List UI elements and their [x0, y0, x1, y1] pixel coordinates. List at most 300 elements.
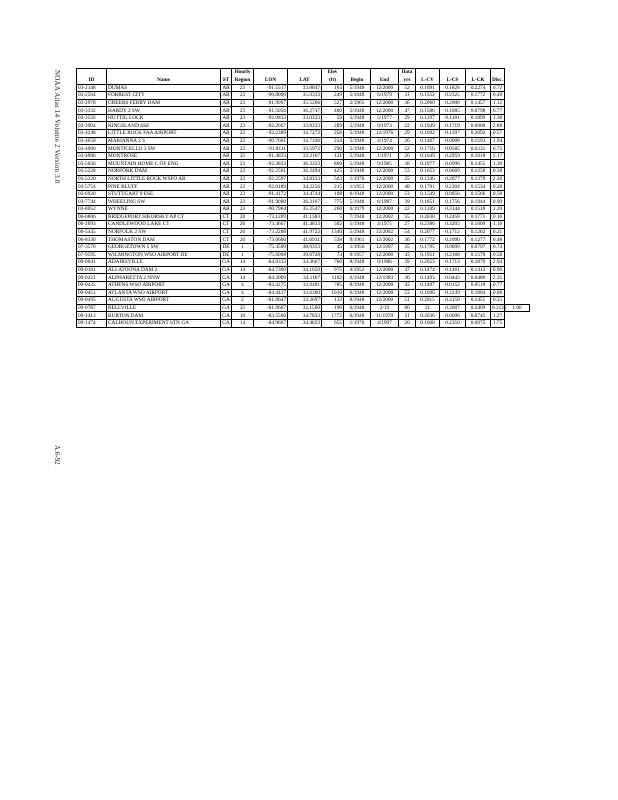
table-cell: 0.1696 [416, 289, 440, 297]
table-cell: 0.50 [491, 190, 505, 198]
table-cell: 32.1500 [288, 304, 322, 312]
table-cell: GA [222, 259, 230, 266]
table-cell: 0.0000 [466, 122, 491, 130]
table-cell: GA [222, 274, 230, 281]
table-cell: 0.1497 [416, 281, 440, 289]
table-cell: 0.2144 [440, 206, 466, 214]
table-cell: 0.0231 [466, 145, 491, 153]
table-cell: 03-2148 [77, 84, 107, 92]
table-cell: 25 [232, 152, 254, 160]
table-cell: 775 [322, 198, 344, 206]
table-cell: AR [222, 115, 230, 122]
table-cell: 51 [399, 297, 416, 305]
table-row [77, 183, 530, 191]
table-cell: 48 [399, 183, 416, 191]
table-cell: 47 [399, 107, 416, 115]
table-cell: 1102 [322, 274, 344, 282]
table-cell: 0.58 [491, 251, 505, 259]
table-cell: 0.1262 [466, 228, 491, 236]
table-cell: 4/1997 [371, 319, 399, 327]
table-cell: GA [222, 297, 230, 304]
table-cell: 33.3697 [288, 297, 322, 305]
table-cell: 0.0798 [466, 107, 491, 115]
table-cell: 0.1944 [466, 198, 491, 206]
table-cell: 0.1602 [416, 130, 440, 138]
table-cell: 1 [232, 251, 254, 259]
table-cell: 0.2123 [492, 305, 507, 312]
table-cell: 538 [322, 236, 344, 244]
table-cell: 0.1566 [466, 190, 491, 198]
table-cell: 1.12 [491, 99, 505, 107]
table-cell: 0.0797 [466, 243, 491, 251]
table-cell: 09-0435 [77, 281, 107, 289]
table-cell: 1.00 [505, 304, 530, 312]
table-cell: 03-5228 [77, 168, 107, 176]
table-cell: 14 [232, 266, 254, 274]
table-cell: 0.1451 [466, 297, 491, 305]
stations-table [76, 68, 530, 328]
table-cell: 0.0518 [466, 281, 491, 289]
table-cell: -73.4667 [254, 221, 288, 229]
table-row [77, 190, 530, 198]
table-cell: 29 [399, 130, 416, 138]
table-row [77, 152, 530, 160]
table-cell: 5 [322, 213, 344, 221]
table-cell: 23 [232, 198, 254, 206]
table-cell: PINE BLUFF [107, 183, 221, 191]
table-cell: 34.7833 [288, 312, 322, 320]
table-cell: 34.4833 [288, 319, 322, 327]
table-cell: 215 [322, 183, 344, 191]
table-cell: 0.0585 [440, 145, 466, 153]
table-cell: MONTROSE [107, 152, 221, 160]
table-cell: 0.2879 [466, 259, 491, 267]
table-cell: -90.8000 [254, 92, 288, 100]
table-cell: 0.1691 [416, 84, 440, 92]
table-cell: -84.7300 [254, 266, 288, 274]
table-cell: 0.1828 [440, 84, 466, 92]
table-cell: CT [221, 213, 232, 221]
table-cell: 39 [399, 259, 416, 267]
table-cell: 0.0745 [466, 312, 491, 320]
table-row [77, 107, 530, 115]
column-header: yrs [399, 75, 416, 84]
table-cell: 163 [322, 84, 344, 92]
table-cell: 26 [232, 236, 254, 244]
table-cell: 0.1457 [466, 99, 491, 107]
table-cell: 0.2038 [416, 213, 440, 221]
table-cell: -73.1289 [254, 213, 288, 221]
table-cell: 0.2458 [440, 213, 466, 221]
table-cell: 23 [232, 114, 254, 122]
table-cell: 0.0856 [440, 190, 466, 198]
table-cell: 0.1552 [416, 92, 440, 100]
table-cell: 12/2002 [371, 236, 399, 244]
table-cell: 0.1593 [466, 137, 491, 145]
table-cell: 0.1579 [466, 251, 491, 259]
table-cell: 39.6728 [288, 251, 322, 259]
table-row [77, 274, 530, 282]
table-cell: 23 [232, 122, 254, 130]
table-cell: 5/1948 [344, 114, 371, 122]
table-cell: 5/1977 [371, 114, 399, 122]
table-cell: 33.0333 [288, 114, 322, 122]
table-cell: 03-5754 [77, 183, 107, 191]
table-row [77, 122, 530, 130]
table-cell: 0.2006 [440, 99, 466, 107]
table-cell: 0.0698 [440, 312, 466, 320]
table-cell: 41.1583 [288, 213, 322, 221]
table-cell: 0.74 [491, 243, 505, 251]
column-header: ID [77, 75, 107, 84]
table-cell: 23 [232, 137, 254, 145]
table-cell: -84.4417 [254, 289, 288, 297]
table-cell: 35.2547 [288, 206, 322, 214]
table-cell: 31 [416, 304, 440, 312]
table-cell: 0.2053 [416, 259, 440, 267]
side-header [51, 70, 63, 240]
table-cell: AR [222, 198, 230, 205]
table-cell: -92.2561 [254, 168, 288, 176]
table-cell: -92.3833 [254, 160, 288, 168]
table-cell: 9/1957 [344, 251, 371, 259]
table-cell: -84.9667 [254, 319, 288, 327]
table-cell: 23 [232, 168, 254, 176]
table-cell: 0.77 [491, 107, 505, 115]
table-cell: 12/2000 [371, 168, 399, 176]
table-cell: 34.4744 [288, 190, 322, 198]
table-cell: 39 [399, 198, 416, 206]
table-cell: AR [222, 168, 230, 175]
table-row [77, 228, 530, 236]
table-cell: -91.9997 [254, 99, 288, 107]
page-number-text: A.6-92 [53, 445, 61, 465]
table-cell: CT [221, 221, 232, 229]
table-cell: 5/1948 [344, 130, 371, 138]
table-cell: -90.7661 [254, 137, 288, 145]
table-cell: 12/2000 [371, 297, 399, 305]
column-header: ST [221, 75, 232, 84]
table-cell: 23 [232, 183, 254, 191]
table-cell: CANDLEWOOD LAKE CT [107, 221, 221, 229]
table-cell: 0.2092 [466, 130, 491, 138]
table-row [77, 206, 530, 214]
table-cell: 4 [232, 289, 254, 297]
table-cell: 41.9722 [288, 228, 322, 236]
table-cell: 06-0806 [77, 213, 107, 221]
table-cell: 0.1756 [440, 198, 466, 206]
table-cell: 0.1977 [416, 160, 440, 168]
table-cell: 0.1018 [466, 152, 491, 160]
table-cell: GEORGETOWN 5 SW [107, 243, 221, 251]
table-cell: 0.1791 [416, 183, 440, 191]
table-cell: 09-1413 [77, 312, 107, 320]
table-cell: AR [222, 160, 230, 167]
table-cell: 0.1246 [416, 175, 440, 183]
table-cell: 26 [232, 213, 254, 221]
table-cell: 35.5206 [288, 99, 322, 107]
table-header [77, 69, 530, 85]
table-cell: AR [222, 137, 230, 144]
table-cell: 0.1534 [466, 183, 491, 191]
table-cell: 1.39 [491, 206, 505, 214]
table-cell: 5/1948 [344, 145, 371, 153]
table-cell: -73.0600 [254, 236, 288, 244]
col-data: Data [399, 69, 416, 76]
table-cell: 975 [322, 266, 344, 274]
table-cell: ATHENS WSO AIRPORT [107, 281, 221, 289]
table-cell: 03-4248 [77, 130, 107, 138]
table-cell: -73.2208 [254, 228, 288, 236]
table-cell: 289 [322, 122, 344, 130]
table-cell: HARDY 2 SW [107, 107, 221, 115]
table-cell: 6/1987 [371, 198, 399, 206]
table-cell: 785 [322, 281, 344, 289]
table-cell: 0.2386 [416, 221, 440, 229]
table-cell: 0.1608 [416, 319, 440, 327]
table-cell: WHEELING SW [107, 198, 221, 206]
table-cell: 54 [399, 228, 416, 236]
table-cell: 36.3333 [288, 160, 322, 168]
table-cell: 2.26 [491, 175, 505, 183]
table-cell: 0.1085 [440, 107, 466, 115]
table-cell: 6/1948 [344, 304, 371, 312]
table-cell: 10 [232, 312, 254, 320]
table-cell: 23 [232, 99, 254, 107]
page-number [51, 445, 63, 475]
table-cell: 23 [232, 107, 254, 115]
table-cell: 06-5445 [77, 228, 107, 236]
table-cell: -75.6008 [254, 251, 288, 259]
table-cell: 45 [322, 243, 344, 251]
table-cell: 0.1549 [416, 190, 440, 198]
table-cell: 23 [232, 92, 254, 100]
table-cell: 14 [232, 259, 254, 267]
table-row [77, 99, 530, 107]
table-row [77, 251, 530, 259]
table-row [77, 297, 530, 305]
table-cell: -91.5056 [254, 107, 288, 115]
table-cell: 0.1277 [466, 236, 491, 244]
table-cell: 0.1795 [416, 243, 440, 251]
table-cell: 0.2077 [416, 228, 440, 236]
table-cell: GA [222, 320, 230, 327]
table-cell: 34.2256 [288, 183, 322, 191]
table-cell: 0.2304 [440, 183, 466, 191]
table-cell: 0.1609 [466, 221, 491, 229]
table-cell: 0.1649 [416, 152, 440, 160]
table-cell: 0.1713 [440, 259, 466, 267]
table-cell: 14 [232, 319, 254, 327]
table-cell: 43 [399, 281, 416, 289]
table-cell: 5/1948 [344, 168, 371, 176]
table-cell: 23 [232, 175, 254, 183]
table-cell: 31 [399, 312, 416, 320]
table-cell: 290 [322, 145, 344, 153]
table-cell: 12/2000 [371, 175, 399, 183]
table-cell: 34.7272 [288, 130, 322, 138]
table-cell: 0.1379 [466, 175, 491, 183]
table-cell: 03-4906 [77, 152, 107, 160]
table-cell: GA [222, 267, 230, 274]
table-row [77, 145, 530, 153]
table-cell: 0.1258 [466, 168, 491, 176]
table-cell: 0.25 [491, 297, 505, 305]
table-cell: 0.0008 [440, 137, 466, 145]
table-row [77, 160, 530, 168]
table-cell: 03-3132 [77, 107, 107, 115]
table-cell: 4 [232, 281, 254, 289]
table-cell: LITTLE ROCK FAA AIRPORT [107, 130, 221, 138]
table-cell: 0.1493 [416, 274, 440, 282]
column-header: LAT [288, 75, 322, 84]
table-cell: 36.2747 [288, 107, 322, 115]
table-cell: 31 [399, 92, 416, 100]
table-cell: 6/1948 [344, 312, 371, 320]
table-cell: 12/2000 [371, 251, 399, 259]
table-cell: 0.38 [491, 168, 505, 176]
table-cell: -92.2667 [254, 122, 288, 130]
table-cell: -92.2597 [254, 175, 288, 183]
table-row [77, 236, 530, 244]
table-cell: 12/2000 [371, 84, 399, 92]
table-cell: 0.77 [491, 281, 505, 289]
column-header: L-CK [466, 75, 491, 84]
table-cell: 12/2000 [371, 107, 399, 115]
table-cell: -84.3000 [254, 274, 288, 282]
table-cell: 23 [232, 190, 254, 198]
table-cell: 14 [232, 274, 254, 282]
table-cell: 12/2000 [371, 145, 399, 153]
table-cell: 36 [399, 236, 416, 244]
table-cell: 1/1970 [344, 319, 371, 327]
table-row [77, 175, 530, 183]
table-cell: AR [222, 175, 230, 182]
table-cell: 190 [322, 304, 344, 312]
column-header: Region [232, 75, 254, 84]
table-cell: 53 [399, 168, 416, 176]
table-row [77, 168, 530, 176]
table-cell: 5/1948 [344, 228, 371, 236]
table-cell: 0.2249 [440, 289, 466, 297]
table-row [77, 281, 530, 289]
table-cell: 80 [399, 304, 416, 312]
table-cell: GA [222, 312, 230, 319]
table-cell: ADAIRSVILLE [107, 259, 221, 267]
table-cell: BRIDGEPORT SIKORSKY AP CT [107, 213, 221, 221]
table-cell: 35.0333 [288, 92, 322, 100]
table-row [77, 92, 530, 100]
column-header: End [371, 75, 399, 84]
table-cell: 09-0451 [77, 289, 107, 297]
table-cell: 26 [232, 228, 254, 236]
table-cell: 0.16 [491, 213, 505, 221]
table-cell: 12/2000 [371, 289, 399, 297]
table-cell: 03-7744 [77, 198, 107, 206]
table-cell: AR [222, 122, 230, 129]
table-cell: 4/1974 [371, 137, 399, 145]
table-cell: 0.1771 [466, 213, 491, 221]
table-cell: 1/1976 [344, 175, 371, 183]
table-cell: AUGUSTA WSO AIRPORT [107, 297, 221, 305]
table-cell: 53 [399, 289, 416, 297]
table-cell: AR [222, 153, 230, 160]
table-cell: 0.1772 [466, 92, 491, 100]
table-cell: 198 [322, 190, 344, 198]
table-cell: -92.0189 [254, 183, 288, 191]
table-cell: 09-1474 [77, 319, 107, 327]
table-cell: AR [222, 84, 230, 91]
table-cell: 23 [232, 84, 254, 92]
table-cell: THOMASTON DAM [107, 236, 221, 244]
table-cell: 12/2002 [371, 213, 399, 221]
table-cell: 0.2150 [440, 297, 466, 305]
table-cell: 0.2959 [440, 152, 466, 160]
column-header: LON [254, 75, 288, 84]
table-row [77, 137, 530, 145]
table-cell: AR [222, 107, 230, 114]
table-cell: 38.6333 [288, 243, 322, 251]
table-cell: 0.72 [491, 84, 505, 92]
table-cell: 258 [322, 130, 344, 138]
table-cell: 0.0899 [440, 243, 466, 251]
table-cell: 03-2564 [77, 92, 107, 100]
table-cell: MOUNTAIN HOME C OF ENG [107, 160, 221, 168]
table-row [77, 213, 530, 221]
table-cell: 09-0041 [77, 259, 107, 267]
table-cell: -91.9000 [254, 198, 288, 206]
table-cell: CT [221, 236, 232, 244]
table-cell: 36 [399, 274, 416, 282]
table-cell: 5/1948 [344, 152, 371, 160]
table-cell: 1.27 [491, 312, 505, 320]
table-cell: ALPHARETTA 2 NNW [107, 274, 221, 282]
table-cell: -92.0833 [254, 114, 288, 122]
table-cell: 34.1650 [288, 266, 322, 274]
table-cell: 52 [399, 84, 416, 92]
table-cell: 33.8847 [288, 84, 322, 92]
table-cell: 34.8333 [288, 175, 322, 183]
table-cell: AR [222, 99, 230, 106]
table-cell: WYNNE [107, 206, 221, 214]
table-cell: 12/1976 [371, 130, 399, 138]
table-cell: 0.2007 [440, 304, 466, 312]
table-cell: 6/1948 [344, 289, 371, 297]
table-cell: 33.6300 [288, 289, 322, 297]
table-cell: ATLANTA WSO AIRPORT [107, 289, 221, 297]
table-cell: DE [222, 251, 230, 258]
table-cell: 36.2494 [288, 168, 322, 176]
table-cell: GA [222, 282, 230, 289]
table-row [77, 84, 530, 92]
table-cell: DE [222, 244, 230, 251]
column-header: Disc. [491, 75, 505, 84]
table-cell: 1.94 [491, 137, 505, 145]
column-header: (ft) [322, 75, 344, 84]
table-cell: 0.1297 [416, 114, 440, 122]
table-cell: 12/2000 [371, 266, 399, 274]
table-cell: 6/1979 [344, 206, 371, 214]
table-cell: 12/2000 [371, 281, 399, 289]
table-cell: HUTTIG LOCK [107, 114, 221, 122]
table-cell: 34.3667 [288, 259, 322, 267]
table-cell: -84.9333 [254, 259, 288, 267]
table-cell: -83.3275 [254, 281, 288, 289]
table-cell: 23 [232, 130, 254, 138]
table-cell: -91.4833 [254, 152, 288, 160]
table-cell: 07-9595 [77, 251, 107, 259]
table-cell: BELLVILLE [107, 304, 221, 312]
